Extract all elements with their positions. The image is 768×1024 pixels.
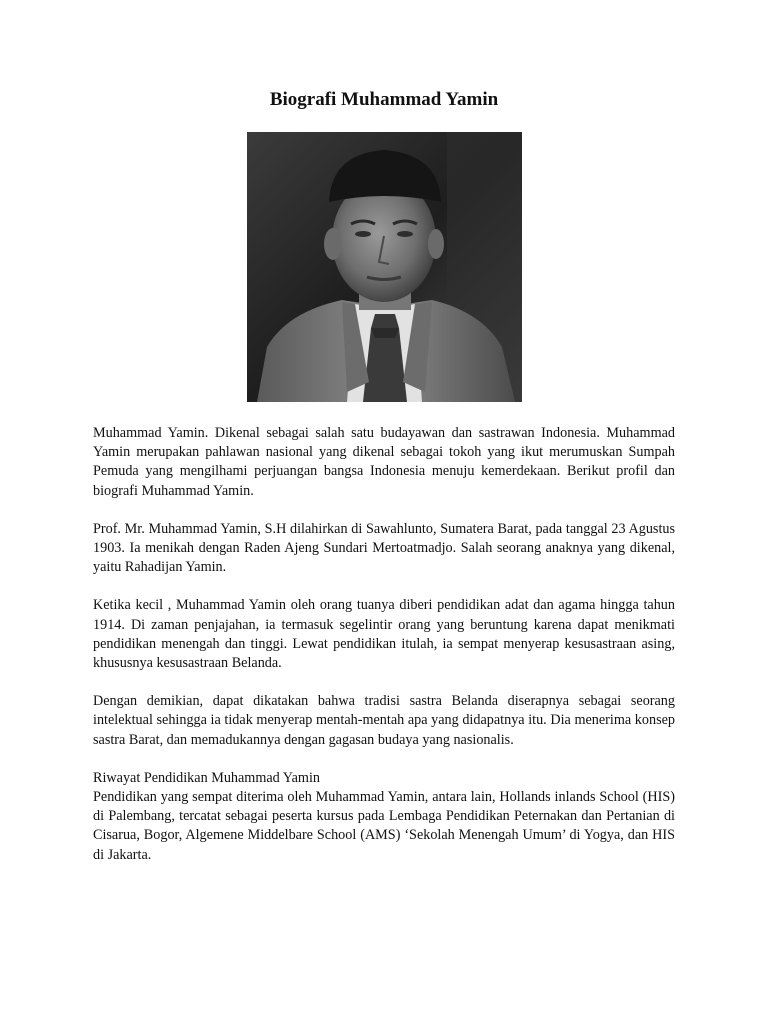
portrait-image [247, 132, 522, 402]
paragraph-literature: Dengan demikian, dapat dikatakan bahwa tradisi sastra Belanda diserapnya sebagai seorang intelektual sehingga ia tidak menyerap mentah-mentah apa yang didapatnya itu. Dia menerima konsep sastra Barat, dan memadukannya dengan gagasan budaya yang nasionalis. [93, 693, 675, 748]
paragraph-birth: Prof. Mr. Muhammad Yamin, S.H dilahirkan di Sawahlunto, Sumatera Barat, pada tanggal 23 Agustus 1903. Ia menikah dengan Raden Ajeng Sundari Mertoatmadjo. Salah seorang anaknya yang dikenal, yaitu Rahadijan Yamin. [93, 520, 675, 576]
section-heading: Riwayat Pendidikan Muhammad Yamin [93, 769, 320, 786]
paragraph-education: Pendidikan yang sempat diterima oleh Muhammad Yamin, antara lain, Hollands inlands School (HIS) di Palembang, tercatat sebagai peserta kursus pada Lembaga Pendidikan Peternakan dan Pertanian di Cisarua, Bogor, Algemene Middelbare School (AMS) ‘Sekolah Menengah Umum’ di Yogya, dan HIS di Jakarta. [93, 789, 675, 863]
portrait-photo [247, 132, 522, 402]
paragraph-intro: Muhammad Yamin. Dikenal sebagai salah satu budayawan dan sastrawan Indonesia. Muhammad Yamin merupakan pahlawan nasional yang dikenal sebagai tokoh yang ikut merumuskan Sumpah Pemuda yang mengilhami perjuangan bangsa Indonesia menuju kemerdekaan. Berikut profil dan biografi Muhammad Yamin. [93, 425, 675, 499]
document-title: Biografi Muhammad Yamin [269, 89, 499, 110]
paragraph-childhood: Ketika kecil , Muhammad Yamin oleh orang tuanya diberi pendidikan adat dan agama hingga tahun 1914. Di zaman penjajahan, ia termasuk segelintir orang yang beruntung karena dapat menikmati pendidikan menengah dan tinggi. Lewat pendidikan itulah, ia sempat menyerap kesusastraan asing, khususnya kesusastraan Belanda. [93, 597, 675, 672]
document-body [93, 424, 675, 884]
